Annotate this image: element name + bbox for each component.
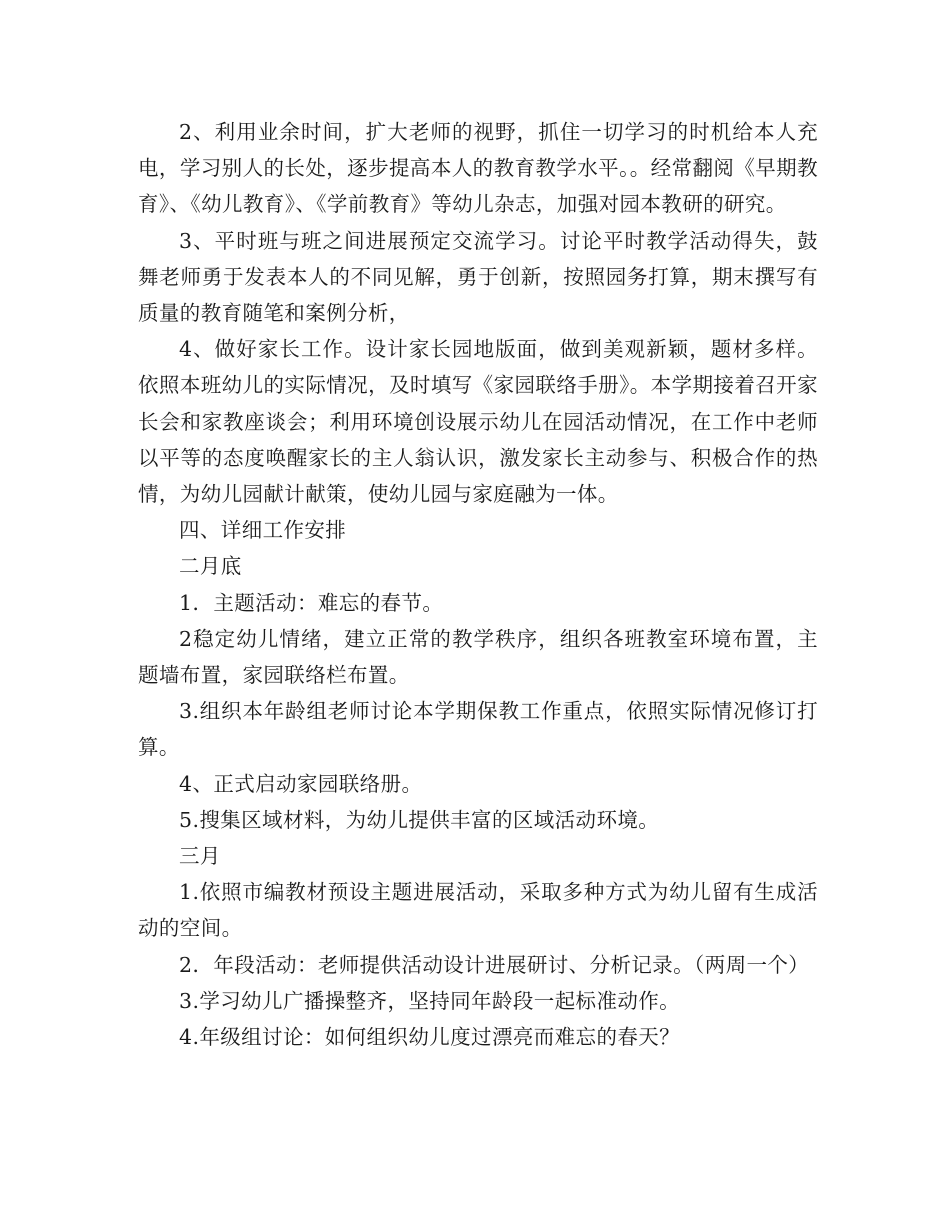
paragraph-class-exchange: 3、平时班与班之间进展预定交流学习。讨论平时教学活动得失，鼓舞老师勇于发表本人的不同见解，勇于创新，按照园务打算，期末撰写有质量的教育随笔和案例分析，	[138, 228, 818, 326]
list-item: 4、正式启动家园联络册。	[179, 771, 423, 796]
list-item: 2．年段活动：老师提供活动设计进展研讨、分析记录。（两周一个）	[179, 952, 810, 977]
paragraph-parent-work: 4、做好家长工作。设计家长园地版面，做到美观新颖，题材多样。依照本班幼儿的实际情况，及时填写《家园联络手册》。本学期接着召开家长会和家教座谈会；利用环境创设展示幼儿在园活动情况，在工作中老师以平等的态度唤醒家长的主人翁认识，激发家长主动参与、积极合作的热情，为幼儿园献计献策，使幼儿园与家庭融为一体。	[138, 337, 818, 507]
list-item: 5.搜集区域材料，为幼儿提供丰富的区域活动环境。	[179, 807, 660, 832]
list-item: 3.组织本年龄组老师讨论本学期保教工作重点，依照实际情况修订打算。	[138, 699, 818, 760]
month-heading-march: 三月	[179, 844, 221, 869]
list-item: 1.依照市编教材预设主题进展活动，采取多种方式为幼儿留有生成活动的空间。	[138, 880, 818, 941]
month-heading-february: 二月底	[179, 554, 242, 579]
paragraph-teacher-study: 2、利用业余时间，扩大老师的视野，抓住一切学习的时机给本人充电，学习别人的长处，逐步提高本人的教育教学水平。。经常翻阅《早期教育》、《幼儿教育》、《学前教育》等幼儿杂志，加强对园本教研的研究。	[138, 120, 818, 217]
section-heading-work-schedule: 四、详细工作安排	[179, 518, 347, 543]
list-item: 1．主题活动：难忘的春节。	[179, 590, 444, 615]
document-body	[138, 114, 818, 1055]
list-item: 4.年级组讨论：如何组织幼儿度过漂亮而难忘的春天？	[179, 1025, 681, 1050]
list-item: 3.学习幼儿广播操整齐，坚持同年龄段一起标准动作。	[179, 988, 681, 1013]
list-item: 2稳定幼儿情绪，建立正常的教学秩序，组织各班教室环境布置，主题墙布置，家园联络栏布置。	[138, 626, 818, 688]
